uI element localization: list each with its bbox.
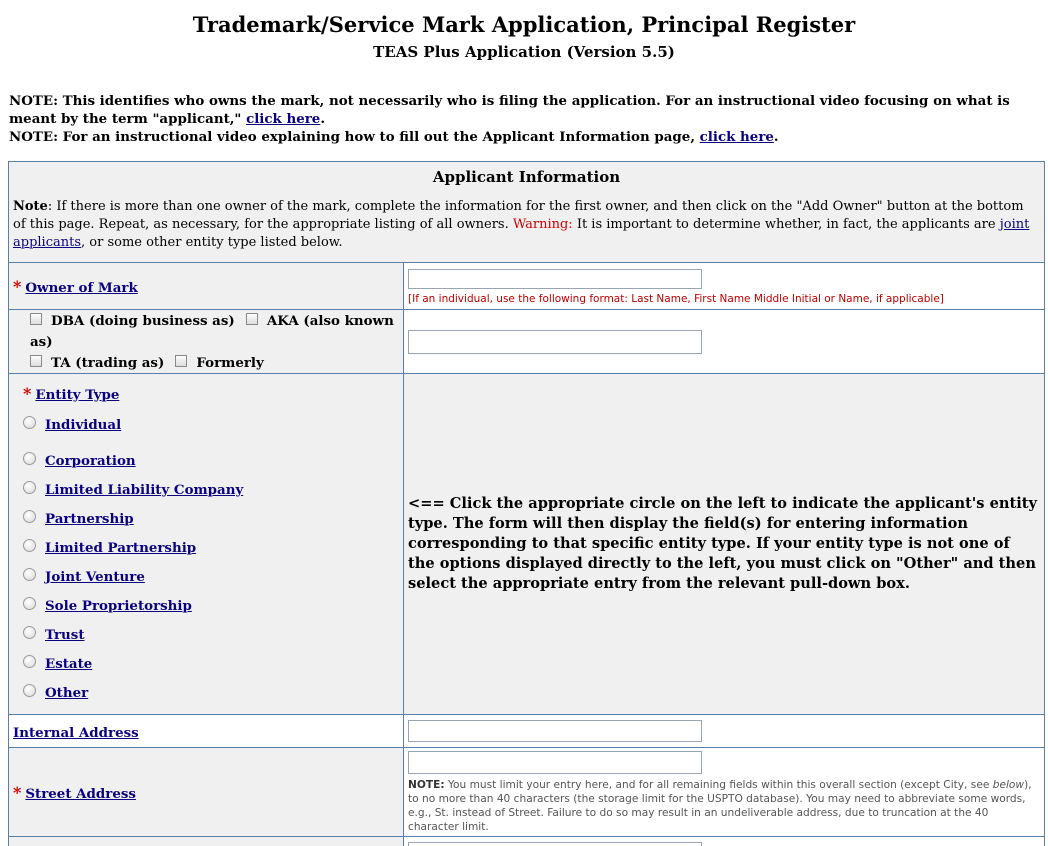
joint-venture-radio[interactable]	[23, 568, 36, 581]
sole-proprietorship-radio[interactable]	[23, 597, 36, 610]
alias-input-cell	[404, 310, 1045, 374]
entity-option-limited-partnership	[23, 532, 403, 561]
entity-instructions-cell	[404, 374, 1045, 715]
individual-radio[interactable]	[23, 416, 36, 429]
entity-option-partnership	[23, 503, 403, 532]
dba-label: DBA (doing business as)	[51, 313, 235, 329]
owner-row	[9, 263, 1045, 310]
next-address-input[interactable]	[408, 842, 702, 846]
street-address-link[interactable]: Street Address	[25, 785, 136, 802]
entity-option-llc	[23, 474, 403, 503]
entity-option-estate	[23, 648, 403, 677]
corporation-radio[interactable]	[23, 452, 36, 465]
street-address-label-cell	[9, 748, 404, 837]
section-header-row	[9, 162, 1045, 263]
partnership-link[interactable]: Partnership	[45, 511, 134, 527]
note-applicant-text: NOTE: This identifies who owns the mark, not necessarily who is filing the application. For an instructional video focusing on what is meant by the term "applicant,"	[9, 93, 1010, 127]
estate-radio[interactable]	[23, 655, 36, 668]
limited-partnership-radio[interactable]	[23, 539, 36, 552]
page-video-link[interactable]: click here	[699, 129, 774, 145]
entity-option-individual	[23, 409, 403, 438]
alias-name-input[interactable]	[408, 330, 702, 354]
note-applicant-end: .	[320, 111, 325, 127]
street-note-text: You must limit your entry here, and for all remaining fields within this overall section (except City, see	[444, 778, 993, 791]
section-note-text: : If there is more than one owner of the mark, complete the information for the first owner, and then click on the "Add Owner" button at the bottom of this page. Repeat, as necessary, for the appropriate listing of all owners.	[13, 199, 1024, 232]
trust-radio[interactable]	[23, 626, 36, 639]
joint-applicants-link[interactable]: joint applicants	[13, 217, 1030, 250]
page-subtitle: TEAS Plus Application (Version 5.5)	[373, 43, 675, 61]
alias-line-1	[30, 310, 403, 352]
street-address-row	[9, 748, 1045, 837]
owner-of-mark-input[interactable]	[408, 269, 702, 289]
entity-option-sole-proprietorship	[23, 590, 403, 619]
note-page-video-end: .	[773, 129, 779, 145]
street-address-input[interactable]	[408, 751, 702, 774]
note-page-video-text: NOTE: For an instructional video explaining how to fill out the Applicant Information page,	[9, 129, 700, 145]
entity-type-heading	[23, 384, 403, 403]
llc-link[interactable]: Limited Liability Company	[45, 482, 244, 498]
section-note-end: , or some other entity type listed below.	[81, 235, 343, 250]
owner-required-marker: *	[13, 276, 22, 296]
section-note	[9, 186, 1044, 257]
formerly-checkbox[interactable]	[175, 355, 187, 367]
next-address-input-cell	[404, 837, 1045, 846]
page-header	[0, 0, 1048, 62]
note-page-video	[9, 128, 1039, 146]
internal-address-input[interactable]	[408, 720, 702, 742]
entity-type-link[interactable]: Entity Type	[35, 387, 120, 403]
applicant-video-link[interactable]: click here	[246, 111, 321, 127]
next-address-row	[9, 837, 1045, 846]
street-note-text-2: ), to no more than 40 characters (the storage limit for the USPTO database). You may need to abbreviate some words, e.g., St. instead of Street. Failure to do so may result in an undeliverable address, due to truncation at the 40 character limit.	[408, 778, 1032, 833]
entity-option-joint-venture	[23, 561, 403, 590]
partnership-radio[interactable]	[23, 510, 36, 523]
entity-row	[9, 374, 1045, 715]
page-title: Trademark/Service Mark Application, Principal Register	[192, 12, 856, 37]
ta-label: TA (trading as)	[51, 355, 165, 371]
alias-line-2	[30, 352, 403, 373]
internal-address-row	[9, 715, 1045, 748]
owner-of-mark-link[interactable]: Owner of Mark	[25, 279, 138, 296]
street-address-input-cell	[404, 748, 1045, 837]
formerly-label: Formerly	[196, 355, 264, 371]
sole-proprietorship-link[interactable]: Sole Proprietorship	[45, 598, 192, 614]
entity-type-list	[9, 374, 403, 714]
section-note-label: Note	[13, 199, 48, 214]
street-required-marker: *	[13, 782, 22, 802]
limited-partnership-link[interactable]: Limited Partnership	[45, 540, 197, 556]
internal-address-label-cell	[9, 715, 404, 748]
street-address-note	[408, 778, 1038, 834]
alias-row	[9, 310, 1045, 374]
individual-link[interactable]: Individual	[45, 417, 122, 433]
aka-label: AKA (also known as)	[30, 313, 394, 350]
notes-block	[9, 92, 1039, 146]
estate-link[interactable]: Estate	[45, 656, 93, 672]
ta-checkbox[interactable]	[30, 355, 42, 367]
entity-instructions: <== Click the appropriate circle on the left to indicate the applicant's entity type. The form will then display the field(s) for entering information corresponding to that specific entity type. If your entity type is not one of the options displayed directly to the left, you must click on "Other" and then select the appropriate entry from the relevant pull-down box.	[408, 495, 1037, 592]
owner-format-hint: [If an individual, use the following format: Last Name, First Name Middle Initial or Name, if applicable]	[408, 292, 944, 305]
other-link[interactable]: Other	[45, 685, 89, 701]
next-address-label-cell	[9, 837, 404, 846]
warning-text: It is important to determine whether, in fact, the applicants are	[572, 217, 1000, 232]
internal-address-input-cell	[404, 715, 1045, 748]
street-note-em: below	[992, 778, 1025, 791]
corporation-link[interactable]: Corporation	[45, 453, 136, 469]
section-title: Applicant Information	[432, 168, 621, 186]
warning-label: Warning:	[512, 217, 573, 232]
entity-option-trust	[23, 619, 403, 648]
applicant-form-table	[8, 161, 1045, 846]
owner-label-cell	[9, 263, 404, 310]
entity-options-cell	[9, 374, 404, 715]
entity-option-other	[23, 677, 403, 706]
entity-option-corporation	[23, 445, 403, 474]
llc-radio[interactable]	[23, 481, 36, 494]
dba-checkbox[interactable]	[30, 313, 42, 325]
street-note-label: NOTE:	[408, 778, 445, 791]
internal-address-link[interactable]: Internal Address	[13, 724, 139, 741]
owner-input-cell	[404, 263, 1045, 310]
joint-venture-link[interactable]: Joint Venture	[45, 569, 145, 585]
section-header-cell	[9, 162, 1045, 263]
aka-checkbox[interactable]	[246, 313, 258, 325]
note-applicant	[9, 92, 1039, 128]
entity-required-marker: *	[23, 384, 32, 403]
alias-options-cell	[9, 310, 404, 374]
trust-link[interactable]: Trust	[45, 627, 85, 643]
other-radio[interactable]	[23, 684, 36, 697]
